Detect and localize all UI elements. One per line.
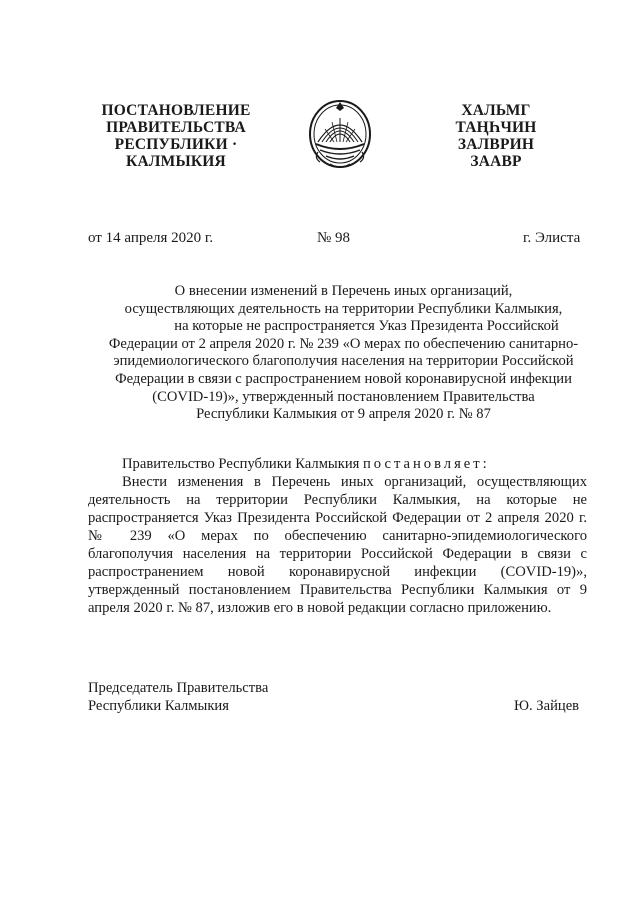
title-line-7: (COVID-19)», утвержденный постановлением Правительства <box>152 388 535 405</box>
document-city: г. Элиста <box>523 230 581 246</box>
header-russian <box>92 102 260 170</box>
title-line-2: осуществляющих деятельность на территории Республики Калмыкия, <box>124 300 563 317</box>
header-right-line-4: ЗААВР <box>470 153 522 170</box>
document-title <box>100 283 587 424</box>
header-right-line-2: ТАҢҺЧИН <box>455 119 537 136</box>
lead-resolves: постановляет: <box>363 456 490 472</box>
lead-prefix: Правительство Республики Калмыкия <box>122 456 360 472</box>
signatory-position-line-2: Республики Калмыкия <box>88 698 229 714</box>
header-right-line-3: ЗАЛВРИН <box>457 136 535 153</box>
resolution-paragraph: Внести изменения в Перечень иных организаций, осуществляющих деятельность на территории Республики Калмыкия, на которые не распространяется Указ Президента Российской Федерации от 2 апреля 2020 г. № 239 «О мерах по обеспечению санитарно-эпидемиологического благополучия населения на территории Российской Федерации в связи с распространением новой коронавирусной инфекции (COVID-19)», утвержденный постановлением Правительства Республики Калмыкия от 9 апреля 2020 г. № 87, изложив его в новой редакции согласно приложению. <box>88 474 587 616</box>
title-line-4: Федерации от 2 апреля 2020 г. № 239 «О мерах по обеспечению санитарно- <box>108 335 579 352</box>
title-line-1: О внесении изменений в Перечень иных организаций, <box>174 283 513 299</box>
header-left-line-1: ПОСТАНОВЛЕНИЕ <box>101 102 251 119</box>
signatory-position-line-1: Председатель Правительства <box>88 680 269 696</box>
title-line-3: на которые не распространяется Указ Президента Российской <box>174 318 559 335</box>
document-date: от 14 апреля 2020 г. <box>88 230 214 246</box>
header-left-line-4: КАЛМЫКИЯ <box>126 153 226 170</box>
title-line-5: эпидемиологического благополучия населения на территории Российской <box>113 353 574 370</box>
title-line-8: Республики Калмыкия от 9 апреля 2020 г. № 87 <box>196 406 491 423</box>
header-kalmyk <box>426 102 566 170</box>
document-number: № 98 <box>317 230 351 246</box>
document-body <box>88 455 587 617</box>
header-left-line-2: ПРАВИТЕЛЬСТВА <box>106 119 246 136</box>
signatory-name: Ю. Зайцев <box>514 698 580 714</box>
signatory-position <box>88 679 268 715</box>
resolution-lead <box>88 455 587 473</box>
header-right-line-1: ХАЛЬМГ <box>461 102 531 119</box>
kalmykia-emblem-icon <box>304 96 376 176</box>
header-left-line-3: РЕСПУБЛИКИ · <box>114 136 238 153</box>
title-line-6: Федерации в связи с распространением новой коронавирусной инфекции <box>115 370 572 387</box>
